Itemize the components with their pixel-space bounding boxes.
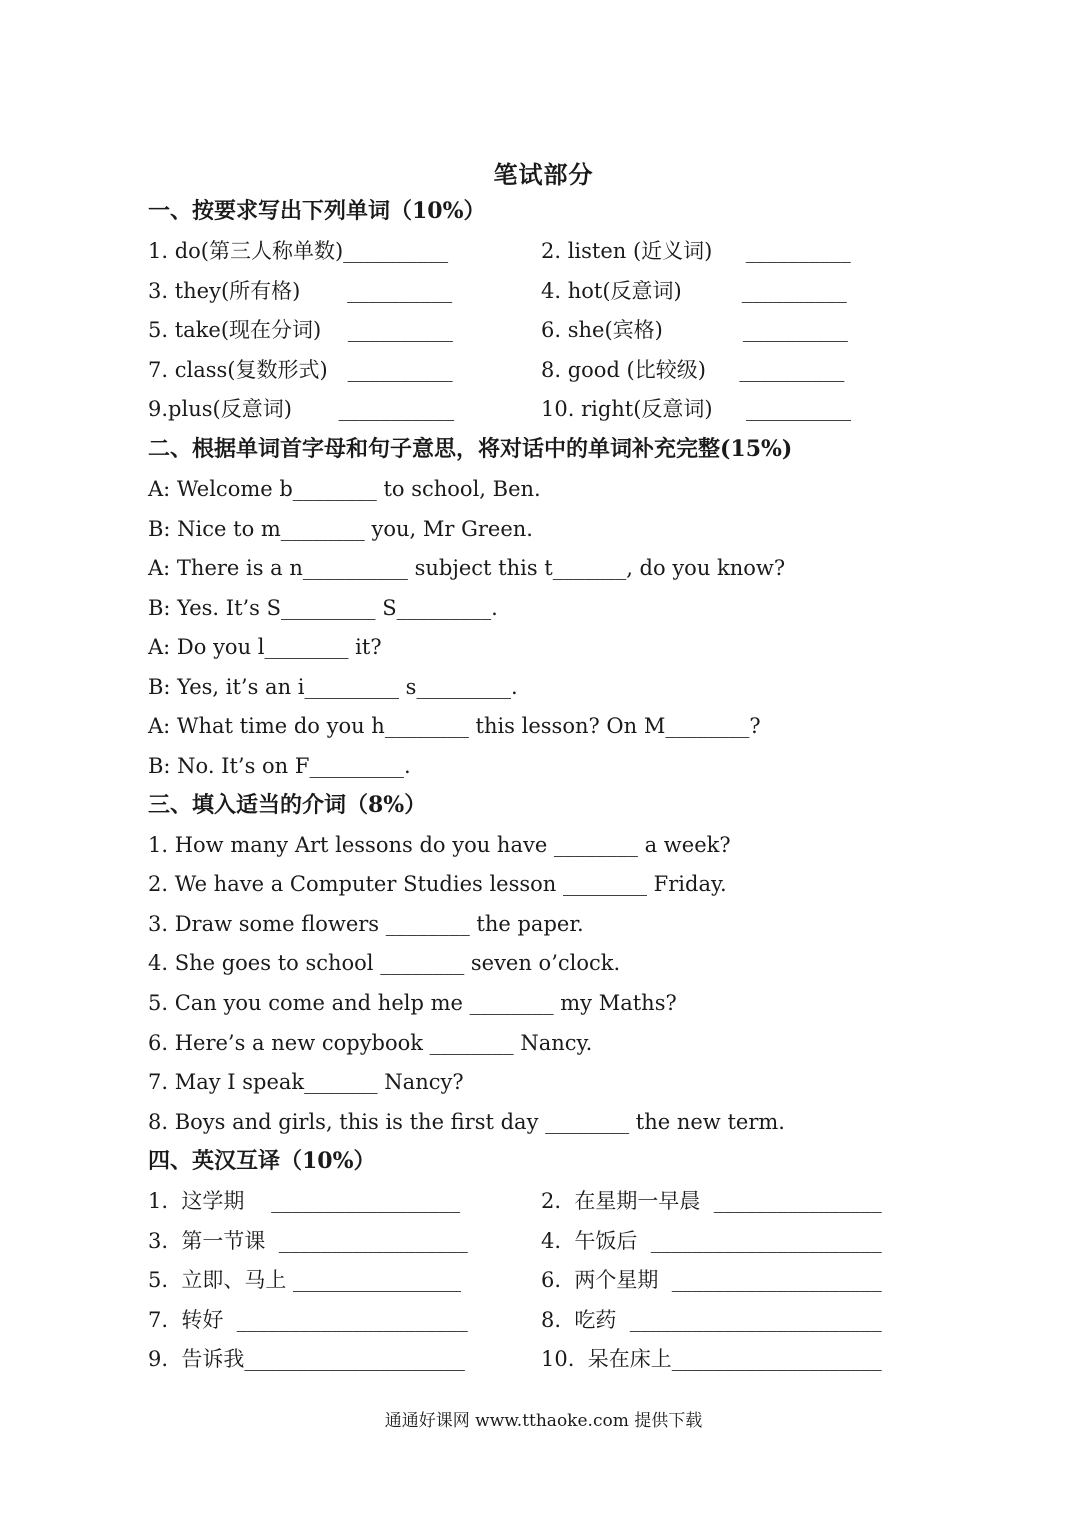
preposition-item: 1. How many Art lessons do you have ________ a week? — [148, 833, 731, 857]
translation-item: 6. 两个星期 ____________________ — [541, 1268, 882, 1292]
dialogue-line: B: Yes. It’s S_________ S_________. — [148, 596, 498, 620]
section-1-item: 10. right(反意词) __________ — [541, 397, 851, 421]
preposition-item: 2. We have a Computer Studies lesson ________ Friday. — [148, 872, 727, 896]
translation-item: 3. 第一节课 __________________ — [148, 1229, 468, 1253]
translation-item: 4. 午饭后 ______________________ — [541, 1229, 882, 1253]
section-1-item: 3. they(所有格) __________ — [148, 279, 453, 303]
translation-item: 10. 呆在床上____________________ — [541, 1347, 882, 1371]
dialogue-line: A: There is a n__________ subject this t_______, do you know? — [148, 556, 786, 580]
dialogue-line: B: Yes, it’s an i_________ s_________. — [148, 675, 518, 699]
dialogue-line: A: What time do you h________ this lesson? On M________? — [148, 714, 761, 738]
preposition-item: 5. Can you come and help me ________ my Maths? — [148, 991, 677, 1015]
dialogue-line: A: Do you l________ it? — [148, 635, 382, 659]
page-title: 笔试部分 — [493, 160, 594, 189]
translation-item: 2. 在星期一早晨 ________________ — [541, 1189, 882, 1213]
translation-item: 9. 告诉我_____________________ — [148, 1347, 465, 1371]
page-footer: 通通好课网 www.tthaoke.com 提供下载 — [384, 1411, 703, 1431]
section-1-item: 2. listen (近义词) __________ — [541, 239, 851, 263]
section-1-item: 1. do(第三人称单数)__________ — [148, 239, 449, 263]
preposition-item: 3. Draw some flowers ________ the paper. — [148, 912, 584, 936]
section-1-item: 8. good (比较级) __________ — [541, 358, 845, 382]
translation-item: 7. 转好 ______________________ — [148, 1308, 468, 1332]
translation-item: 1. 这学期 __________________ — [148, 1189, 461, 1213]
dialogue-line: A: Welcome b________ to school, Ben. — [148, 477, 541, 501]
preposition-item: 6. Here’s a new copybook ________ Nancy. — [148, 1031, 593, 1055]
section-2-heading: 二、根据单词首字母和句子意思，将对话中的单词补充完整(15%) — [148, 436, 793, 462]
section-1-item: 7. class(复数形式) __________ — [148, 358, 453, 382]
preposition-item: 8. Boys and girls, this is the first day ________ the new term. — [148, 1110, 785, 1134]
section-1-item: 5. take(现在分词) __________ — [148, 318, 453, 342]
translation-item: 5. 立即、马上 ________________ — [148, 1268, 462, 1292]
section-4-heading: 四、英汉互译（10%） — [148, 1148, 376, 1174]
preposition-item: 7. May I speak_______ Nancy? — [148, 1070, 464, 1094]
section-1-item: 4. hot(反意词) __________ — [541, 279, 847, 303]
translation-item: 8. 吃药 ________________________ — [541, 1308, 882, 1332]
dialogue-line: B: No. It’s on F_________. — [148, 754, 411, 778]
dialogue-line: B: Nice to m________ you, Mr Green. — [148, 517, 533, 541]
section-1-heading: 一、按要求写出下列单词（10%） — [148, 198, 486, 224]
section-3-heading: 三、填入适当的介词（8%） — [148, 792, 427, 818]
preposition-item: 4. She goes to school ________ seven o’clock. — [148, 951, 621, 975]
section-1-item: 9.plus(反意词) ___________ — [148, 397, 455, 421]
section-1-item: 6. she(宾格) __________ — [541, 318, 848, 342]
